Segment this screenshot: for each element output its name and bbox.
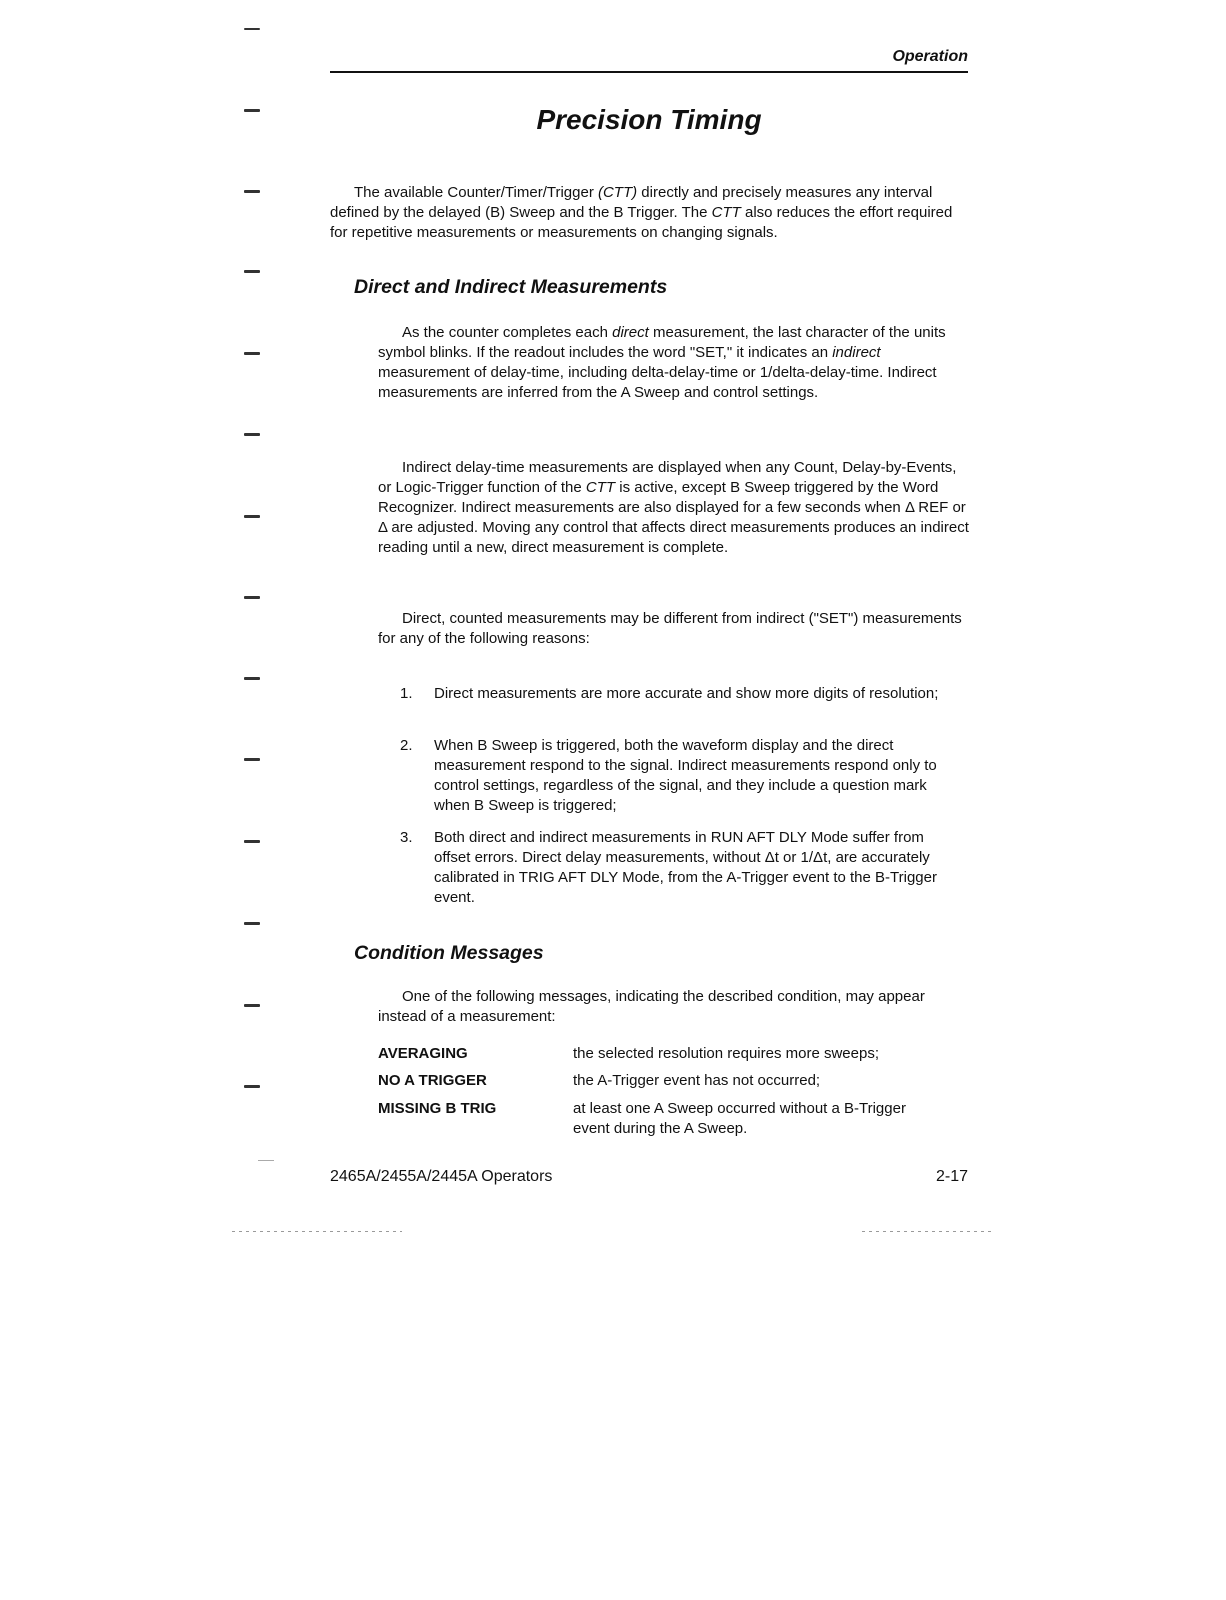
binding-mark: [244, 677, 260, 680]
footer-manual-title: 2465A/2455A/2445A Operators: [330, 1168, 553, 1185]
section-heading-condition-messages: Condition Messages: [354, 942, 544, 964]
binding-mark: [244, 433, 260, 436]
header-rule: [330, 71, 968, 73]
p1-text-b: measurement, the last character of the units symbol blinks. If the readout includes the word "SET," it indicates an: [378, 324, 946, 361]
list-item-number: 2.: [400, 737, 413, 754]
scan-artifact: [232, 1231, 402, 1232]
list-item-text: When B Sweep is triggered, both the waveform display and the direct measurement respond to the signal. Indirect measurements respond only to control settings, regardless of the signal, and they include a question mark when B Sweep is triggered;: [434, 737, 937, 814]
scan-artifact: [258, 1160, 274, 1161]
p1-emphasis-direct: direct: [612, 324, 649, 341]
binding-mark: [244, 270, 260, 273]
intro-text-1: The available Counter/Timer/Trigger: [354, 184, 598, 201]
list-item-text: Direct measurements are more accurate and show more digits of resolution;: [434, 685, 939, 702]
binding-mark: [244, 922, 260, 925]
section-heading-direct-indirect: Direct and Indirect Measurements: [354, 276, 668, 298]
binding-mark: [244, 190, 260, 193]
binding-hole-marks: [240, 0, 270, 1200]
binding-mark: [244, 28, 260, 30]
condition-messages-intro: One of the following messages, indicating the described condition, may appear instead of a measurement:: [378, 988, 925, 1025]
message-term: MISSING B TRIG: [378, 1100, 497, 1117]
footer-page-number: 2-17: [935, 1168, 968, 1185]
message-description: the selected resolution requires more sweeps;: [573, 1045, 879, 1062]
message-description: at least one A Sweep occurred without a B-Trigger event during the A Sweep.: [573, 1100, 906, 1137]
binding-mark: [244, 1085, 260, 1088]
binding-mark: [244, 515, 260, 518]
binding-mark: [244, 758, 260, 761]
p2-text-b: is active, except B Sweep triggered by the Word Recognizer. Indirect measurements are also displayed for a few seconds when Δ REF or Δ are adjusted. Moving any control that affects direct measurements produces an indirect reading until a new, direct measurement is complete.: [378, 479, 969, 556]
scan-artifact: [862, 1231, 992, 1232]
message-description: the A-Trigger event has not occurred;: [573, 1072, 821, 1089]
p1-text-c: measurement of delay-time, including delta-delay-time or 1/delta-delay-time. Indirect measurements are inferred from the A Sweep and control settings.: [378, 364, 937, 401]
p1-text-a: As the counter completes each: [402, 324, 613, 341]
intro-paragraph: [330, 183, 970, 243]
list-item-text: Both direct and indirect measurements in RUN AFT DLY Mode suffer from offset errors. Direct delay measurements, without Δt or 1/Δt, are accurately calibrated in TRIG AFT DLY Mode, from the A-Trigger event to the B-Trigger event.: [434, 829, 937, 906]
binding-mark: [244, 109, 260, 112]
binding-mark: [244, 596, 260, 599]
binding-mark: [244, 1004, 260, 1007]
message-term: NO A TRIGGER: [378, 1072, 487, 1089]
intro-text-2: directly and precisely measures any interval defined by the delayed (B) Sweep and the B Trigger. The: [330, 184, 933, 221]
page-title: Precision Timing: [536, 104, 762, 135]
list-item-number: 3.: [400, 829, 413, 846]
binding-mark: [244, 840, 260, 843]
intro-ctt-term-2: CTT: [711, 204, 741, 221]
intro-ctt-term: (CTT): [597, 184, 638, 201]
direct-indirect-paragraph-3: Direct, counted measurements may be different from indirect ("SET") measurements for any of the following reasons:: [378, 610, 962, 647]
intro-text-3: also reduces the effort required for repetitive measurements or measurements on changing signals.: [330, 204, 953, 241]
binding-mark: [244, 352, 260, 355]
p2-text-a: Indirect delay-time measurements are displayed when any Count, Delay-by-Events, or Logic-Trigger function of the: [378, 459, 957, 496]
direct-indirect-paragraph-2: [378, 458, 970, 558]
direct-indirect-paragraph-1: [378, 323, 970, 403]
message-term: AVERAGING: [378, 1045, 468, 1062]
list-item-number: 1.: [400, 685, 413, 702]
p2-emphasis-ctt: CTT: [585, 479, 616, 496]
running-header: Operation: [892, 48, 968, 65]
p1-emphasis-indirect: indirect: [832, 344, 881, 361]
